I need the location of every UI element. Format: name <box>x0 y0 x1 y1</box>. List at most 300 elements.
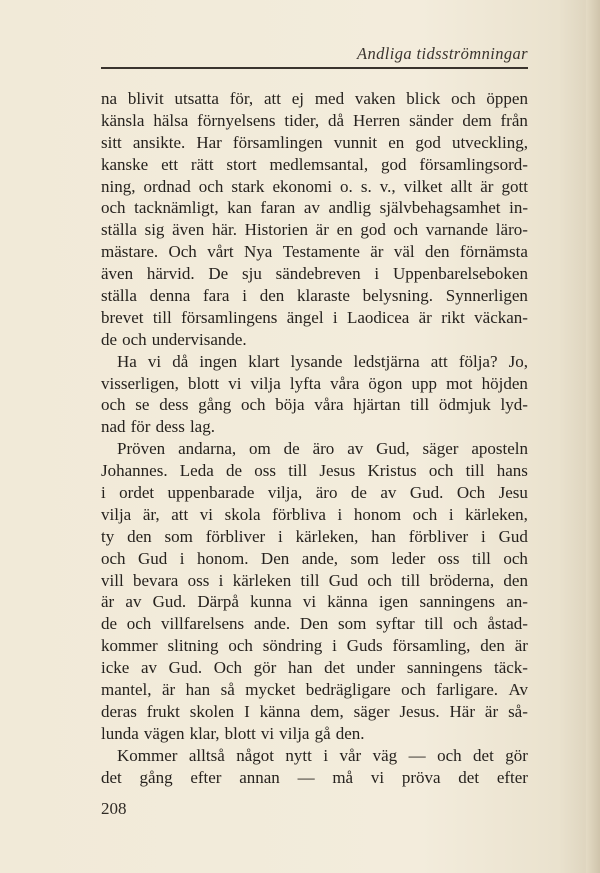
word: till <box>401 570 421 590</box>
text-line <box>101 548 528 570</box>
word: Gud, <box>376 439 410 459</box>
text-line <box>101 197 528 219</box>
word: det <box>458 767 480 787</box>
word: Historien <box>244 220 308 240</box>
word: åstad- <box>487 614 528 634</box>
word: belysning. <box>362 286 433 306</box>
word: församlingens <box>181 307 278 327</box>
word: om <box>249 439 271 459</box>
word: aposteln <box>471 439 528 459</box>
word: till <box>472 548 491 568</box>
word: god <box>360 220 386 240</box>
text-line <box>101 438 528 460</box>
word: efter <box>190 767 222 787</box>
word: och <box>412 504 438 524</box>
word: vaken <box>354 89 396 108</box>
word: Jo, <box>508 351 528 371</box>
word: Jesus <box>319 461 356 481</box>
page-number: 208 <box>101 799 127 818</box>
word: säger <box>353 701 390 721</box>
word: och <box>101 548 126 568</box>
text-line <box>101 526 528 548</box>
word: skolen <box>189 701 235 721</box>
word: Uppenbarelseboken <box>392 264 528 284</box>
word: vi <box>228 373 242 393</box>
word: den <box>480 636 505 656</box>
word: mycket <box>245 680 296 700</box>
word: och <box>401 680 426 700</box>
word: är, <box>142 504 160 524</box>
word: förnyelsens <box>197 110 276 130</box>
word: Kommer <box>117 745 178 765</box>
word: — <box>408 745 426 765</box>
word: nad <box>101 417 126 437</box>
word: och <box>393 220 419 240</box>
word: klart <box>248 351 280 371</box>
word: även <box>172 220 205 240</box>
word: vår <box>339 745 362 765</box>
text-line <box>101 176 528 198</box>
word: då <box>328 110 345 130</box>
word: kärleken <box>232 570 292 590</box>
word: mot <box>446 373 473 393</box>
word: lag. <box>189 417 215 437</box>
word: för <box>130 417 151 437</box>
word: kärleken, <box>465 504 528 524</box>
word: mantel, <box>101 680 152 700</box>
word: farligare. <box>436 680 498 700</box>
word: vi <box>260 723 275 743</box>
word: Den <box>299 614 329 634</box>
word: må <box>332 767 354 787</box>
word: Här <box>449 701 475 721</box>
word: utveckling, <box>451 132 528 152</box>
word: och <box>122 329 147 349</box>
word: den <box>425 242 450 262</box>
word: visserligen, <box>101 373 179 393</box>
text-line <box>101 679 528 701</box>
word: kunna <box>250 592 292 612</box>
word: alltså <box>188 745 225 765</box>
word: här. <box>211 220 237 240</box>
word: är <box>480 176 494 196</box>
word: som <box>337 614 367 634</box>
word: och <box>240 395 266 415</box>
word: den. <box>335 723 365 743</box>
word: Gud. <box>152 592 187 612</box>
word: och <box>198 176 224 196</box>
word: de <box>101 614 118 634</box>
word: ansikte. <box>132 132 186 152</box>
text-line <box>101 745 528 767</box>
word: vilja <box>279 723 310 743</box>
word: känsla <box>101 110 145 130</box>
text-line <box>101 482 528 504</box>
word: kan <box>227 198 252 218</box>
word: och <box>437 745 462 765</box>
word: av <box>303 198 320 218</box>
word: efter <box>496 767 528 787</box>
word: av <box>140 658 157 678</box>
word: han <box>371 526 396 546</box>
word: i <box>374 264 380 284</box>
word: och <box>367 570 392 590</box>
word: i <box>448 504 454 524</box>
word: Den <box>260 548 290 568</box>
word: vägen <box>143 723 185 743</box>
word: Synnerligen <box>445 286 528 306</box>
word: sänder <box>409 110 454 130</box>
word: det <box>473 745 494 765</box>
word: I <box>244 701 250 721</box>
word: lyfta <box>289 373 321 393</box>
word: Jesus. <box>399 701 440 721</box>
word: härvid. <box>146 264 195 284</box>
word: och <box>451 89 476 108</box>
word: ande. <box>253 614 291 634</box>
word: som <box>164 526 193 546</box>
word: Gud <box>328 570 359 590</box>
word: söndring <box>262 636 323 656</box>
word: är <box>161 680 176 700</box>
word: sanningens <box>406 658 483 678</box>
word: Därpå <box>197 592 239 612</box>
word: bedrägligare <box>305 680 391 700</box>
text-line <box>101 767 528 789</box>
text-line <box>101 613 528 635</box>
word: frukt <box>146 701 180 721</box>
header-rule <box>101 67 528 69</box>
text-line <box>101 504 528 526</box>
word: lyd- <box>500 395 528 415</box>
word: och <box>453 614 478 634</box>
word: vilja <box>250 373 281 393</box>
text-line <box>101 635 528 657</box>
word: höjden <box>481 373 528 393</box>
text-line <box>101 591 528 613</box>
word: vilja <box>101 504 132 524</box>
word: skola <box>224 504 261 524</box>
word: och <box>101 198 126 218</box>
word: och <box>101 395 126 415</box>
text-line <box>101 723 528 745</box>
word: så- <box>508 701 528 721</box>
word: denna <box>149 286 191 306</box>
word: kanske <box>101 154 149 174</box>
word: honom. <box>196 548 249 568</box>
word: till <box>300 570 320 590</box>
word: ett <box>161 154 179 174</box>
word: läro- <box>495 220 528 240</box>
word: och <box>228 636 253 656</box>
word: Pröven <box>117 439 166 459</box>
word: av <box>347 439 364 459</box>
word: gång <box>139 767 173 787</box>
word: en <box>388 132 405 152</box>
word: förbliver <box>408 526 469 546</box>
word: ordet <box>119 483 155 503</box>
word: v., <box>379 176 396 196</box>
word: oss <box>254 461 276 481</box>
word: ning, <box>101 176 136 196</box>
word: o. <box>340 176 353 196</box>
word: det <box>324 658 345 678</box>
word: i <box>332 307 338 327</box>
word: i <box>337 504 343 524</box>
word: Och <box>213 658 243 678</box>
word: icke <box>101 658 130 678</box>
word: under <box>356 658 396 678</box>
word: rikt <box>441 307 465 327</box>
word: öppen <box>486 89 528 108</box>
word: ställa <box>101 220 137 240</box>
word: dess <box>159 395 189 415</box>
word: att <box>430 351 448 371</box>
word: ty <box>101 526 115 546</box>
word: väl <box>393 242 415 262</box>
word: de <box>283 439 300 459</box>
word: Ha <box>117 351 137 371</box>
text-line <box>101 88 528 110</box>
text-line <box>101 394 528 416</box>
word: en <box>336 220 353 240</box>
word: av <box>380 483 397 503</box>
word: faran <box>260 198 296 218</box>
word: i <box>278 526 283 546</box>
word: i <box>481 526 486 546</box>
word: sitt <box>101 132 122 152</box>
word: till <box>465 461 485 481</box>
word: rätt <box>190 154 214 174</box>
word: dem, <box>310 701 344 721</box>
word: bröderna, <box>429 570 495 590</box>
word: villfarelsens <box>161 614 245 634</box>
word: klaraste <box>297 286 350 306</box>
word: församlingen <box>232 132 323 152</box>
word: det <box>101 767 122 787</box>
word: Och <box>168 242 197 262</box>
word: hans <box>496 461 528 481</box>
word: se <box>135 395 150 415</box>
word: att <box>171 504 189 524</box>
word: mästare. <box>101 242 159 262</box>
word: att <box>263 89 281 108</box>
word: i <box>179 548 185 568</box>
text-line <box>101 132 528 154</box>
text-line <box>101 329 528 351</box>
word: självbehagsamhet <box>379 198 501 218</box>
text-line <box>101 154 528 176</box>
word: så <box>220 680 235 700</box>
word: församling, <box>392 636 471 656</box>
word: blott <box>187 373 220 393</box>
word: förbliver <box>205 526 266 546</box>
word: Gud. <box>168 658 203 678</box>
word: han <box>287 658 313 678</box>
word: täck- <box>493 658 528 678</box>
word: något <box>236 745 274 765</box>
word: till <box>152 307 172 327</box>
word: Gud <box>498 526 528 546</box>
word: Jesu <box>498 483 528 503</box>
word: hjärtan <box>353 395 401 415</box>
word: andarna, <box>178 439 237 459</box>
word: igen <box>379 592 409 612</box>
word: an- <box>506 592 528 612</box>
word: Och <box>456 483 486 503</box>
word: församlingsord- <box>419 154 528 174</box>
word: då <box>172 351 189 371</box>
word: är <box>101 592 115 612</box>
word: deras <box>101 701 137 721</box>
word: gå <box>314 723 331 743</box>
word: dess <box>155 417 185 437</box>
text-line <box>101 263 528 285</box>
word: nytt <box>285 745 312 765</box>
word: till <box>288 461 308 481</box>
word: i <box>323 745 329 765</box>
word: gör <box>505 745 528 765</box>
word: sanningens <box>419 592 496 612</box>
word: och <box>428 461 454 481</box>
word: bevara <box>132 570 179 590</box>
word: andlig <box>328 198 372 218</box>
word: känna <box>259 701 301 721</box>
word: vilket <box>403 176 443 196</box>
word: till <box>410 395 430 415</box>
word: förbliva <box>272 504 326 524</box>
word: är <box>514 636 528 656</box>
word: och <box>126 614 152 634</box>
word: av <box>125 592 142 612</box>
word: De <box>208 264 229 284</box>
word: den <box>259 286 285 306</box>
word: upp <box>411 373 437 393</box>
text-line <box>101 307 528 329</box>
word: vi <box>302 592 317 612</box>
word: stort <box>226 154 257 174</box>
word: medlemsantal, <box>269 154 369 174</box>
word: vi <box>199 504 214 524</box>
word: till <box>424 614 444 634</box>
word: stark <box>231 176 265 196</box>
word: Guds <box>346 636 383 656</box>
word: ögon <box>368 373 403 393</box>
word: oss <box>187 570 210 590</box>
word: uppenbarade <box>167 483 255 503</box>
word: pröva <box>401 767 441 787</box>
word: väckan- <box>474 307 528 327</box>
word: syftar <box>376 614 415 634</box>
word: ordnad <box>143 176 191 196</box>
word: i <box>218 570 224 590</box>
word: utsatta <box>174 89 219 108</box>
word: Johannes. <box>101 461 168 481</box>
word: de <box>226 461 243 481</box>
text-line <box>101 460 528 482</box>
word: sju <box>242 264 262 284</box>
word: ledstjärna <box>353 351 420 371</box>
word: för, <box>229 89 254 108</box>
word: brevet <box>101 307 144 327</box>
word: följa? <box>458 351 498 371</box>
word: leder <box>391 548 426 568</box>
word: äro <box>315 483 338 503</box>
word: blick <box>406 89 441 108</box>
word: god <box>381 154 407 174</box>
word: Gud. <box>409 483 444 503</box>
text-line <box>101 657 528 679</box>
word: vårt <box>207 242 234 262</box>
word: vilja, <box>267 483 303 503</box>
word: i <box>101 483 106 503</box>
word: den <box>127 526 152 546</box>
word: är <box>484 701 499 721</box>
word: allt <box>450 176 473 196</box>
word: Herren <box>352 110 401 130</box>
word: hälsa <box>153 110 189 130</box>
text-line <box>101 416 528 438</box>
word: böja <box>275 395 305 415</box>
word: slitning <box>167 636 219 656</box>
word: lysande <box>290 351 343 371</box>
word: vi <box>370 767 385 787</box>
word: ställa <box>101 286 137 306</box>
word: ingen <box>199 351 238 371</box>
word: — <box>297 767 315 787</box>
word: klar, <box>189 723 220 743</box>
word: är <box>418 307 432 327</box>
word: ande, <box>301 548 339 568</box>
word: lunda <box>101 723 139 743</box>
word: dem <box>462 110 492 130</box>
word: god <box>415 132 441 152</box>
word: och <box>503 548 528 568</box>
word: som <box>350 548 379 568</box>
text-line <box>101 110 528 132</box>
word: i <box>332 636 337 656</box>
word: Gud <box>138 548 168 568</box>
word: är <box>315 220 329 240</box>
text-line <box>101 701 528 723</box>
text-line <box>101 570 528 592</box>
text-line <box>101 241 528 263</box>
word: vunnit <box>333 132 378 152</box>
word: sändebreven <box>275 264 361 284</box>
word: gång <box>198 395 232 415</box>
word: Kristus <box>367 461 417 481</box>
body-text <box>101 88 528 789</box>
word: oss <box>437 548 460 568</box>
word: kommer <box>101 636 158 656</box>
word: den <box>503 570 528 590</box>
running-header: Andliga tidsströmningar <box>356 44 528 63</box>
word: gör <box>253 658 277 678</box>
word: ekonomi <box>272 176 332 196</box>
word: han <box>185 680 211 700</box>
word: vi <box>147 351 162 371</box>
word: från <box>500 110 528 130</box>
word: tider, <box>284 110 320 130</box>
word: Leda <box>179 461 214 481</box>
word: Testamente <box>282 242 360 262</box>
word: na <box>101 89 118 108</box>
text-line <box>101 351 528 373</box>
word: Laodicea <box>347 307 410 327</box>
word: blivit <box>127 89 164 108</box>
word: känna <box>327 592 368 612</box>
word: är <box>370 242 384 262</box>
